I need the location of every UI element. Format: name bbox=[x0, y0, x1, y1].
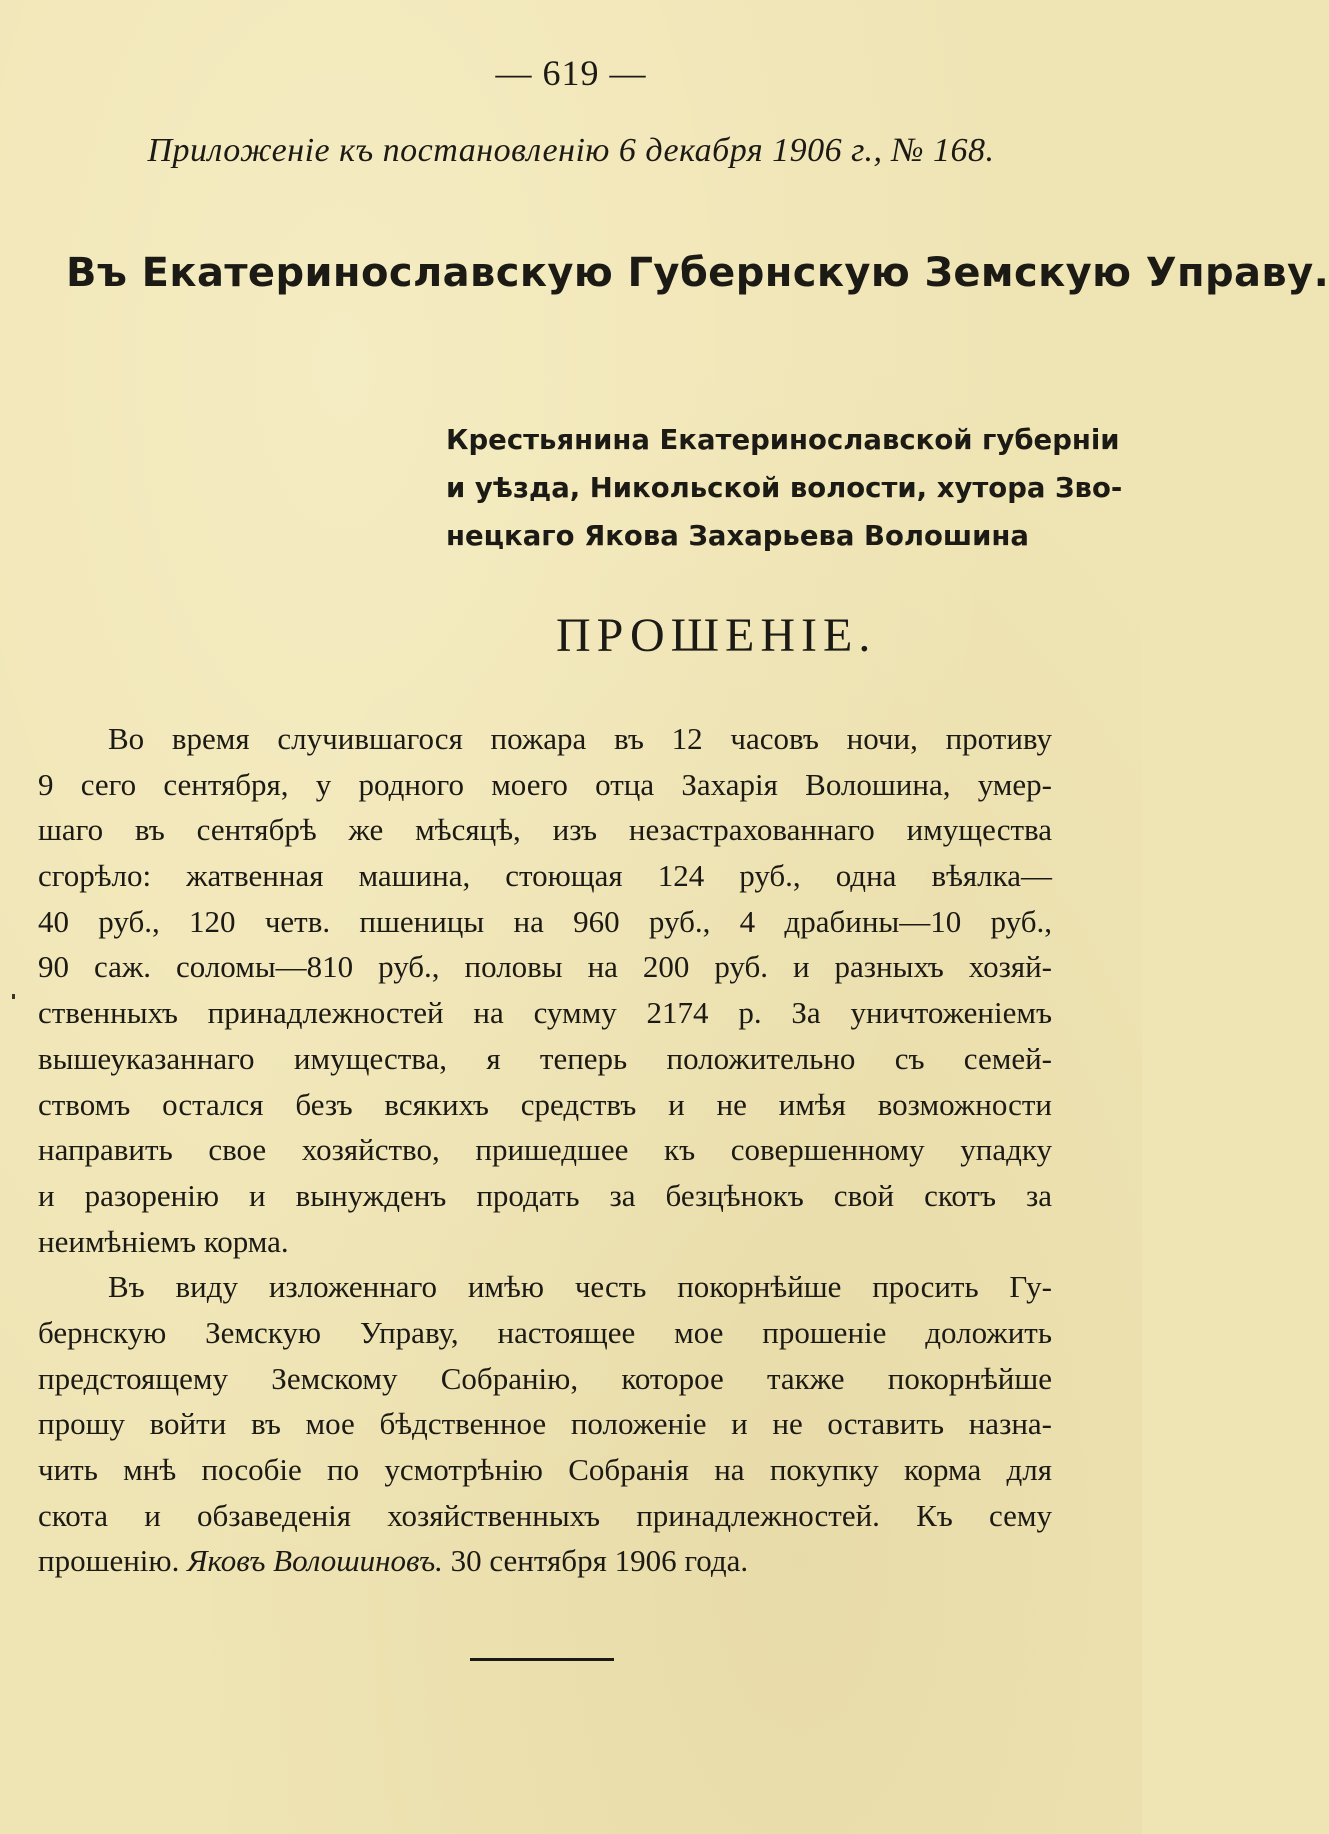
document-title: ПРОШЕНІЕ. bbox=[556, 609, 877, 662]
text-line: бернскую Земскую Управу, настоящее мое прошеніе доложить bbox=[38, 1314, 1052, 1350]
text-line: сгорѣло: жатвенная машина, стоющая 124 руб., одна вѣялка— bbox=[38, 858, 1052, 894]
page-number: — 619 — bbox=[495, 53, 647, 93]
sender-line: Крестьянина Екатеринославской губерніи bbox=[446, 424, 1120, 456]
closing-prefix: прошенію. bbox=[38, 1543, 180, 1579]
petition-body bbox=[38, 716, 1052, 1584]
text-line: чить мнѣ пособіе по усмотрѣнію Собранія на покупку корма для bbox=[38, 1452, 1052, 1487]
text-line: ствомъ остался безъ всякихъ средствъ и не имѣя возможности bbox=[38, 1086, 1052, 1122]
text-line: скота и обзаведенія хозяйственныхъ принадлежностей. Къ сему bbox=[38, 1497, 1052, 1533]
addressee-heading: Въ Екатеринославскую Губернскую Земскую Управу. bbox=[66, 250, 1329, 296]
text-line: Во время случившагося пожара въ 12 часовъ ночи, противу bbox=[108, 721, 1052, 756]
text-line: Въ виду изложеннаго имѣю честь покорнѣйше просить Гу- bbox=[108, 1269, 1052, 1305]
text-line: 40 руб., 120 четв. пшеницы на 960 руб., 4 драбины—10 руб., bbox=[38, 903, 1052, 939]
sender-line: нецкаго Якова Захарьева Волошина bbox=[446, 520, 1029, 552]
appendix-reference: Приложеніе къ постановленію 6 декабря 1906 г., № 168. bbox=[147, 132, 995, 169]
text-line: вышеуказаннаго имущества, я теперь положительно съ семей- bbox=[38, 1040, 1052, 1076]
text-line: 90 саж. соломы—810 руб., половы на 200 руб. и разныхъ хозяй- bbox=[38, 949, 1052, 985]
text-line: и разоренію и вынужденъ продать за безцѣнокъ свой скотъ за bbox=[38, 1177, 1052, 1213]
text-line: прошу войти въ мое бѣдственное положеніе и не оставить назна- bbox=[38, 1406, 1052, 1442]
sender-line: и уѣзда, Никольской волости, хутора Зво- bbox=[446, 472, 1123, 504]
closing-rule bbox=[470, 1658, 614, 1661]
text-line: 9 сего сентября, у родного моего отца Захарія Волошина, умер- bbox=[38, 766, 1052, 802]
closing-line bbox=[38, 1538, 1052, 1584]
signature: Яковъ Волошиновъ. bbox=[187, 1543, 443, 1579]
sender-block bbox=[446, 416, 1123, 560]
stray-ink-mark bbox=[12, 994, 15, 999]
text-line: неимѣніемъ корма. bbox=[38, 1223, 289, 1259]
closing-date: 30 сентября 1906 года. bbox=[450, 1543, 749, 1579]
text-line: предстоящему Земскому Собранію, которое также покорнѣйше bbox=[38, 1360, 1052, 1396]
text-line: шаго въ сентябрѣ же мѣсяцѣ, изъ незастрахованнаго имущества bbox=[38, 812, 1052, 848]
text-line: ственныхъ принадлежностей на сумму 2174 р. За уничтоженіемъ bbox=[38, 995, 1052, 1031]
text-line: направить свое хозяйство, пришедшее къ совершенному упадку bbox=[38, 1132, 1052, 1168]
